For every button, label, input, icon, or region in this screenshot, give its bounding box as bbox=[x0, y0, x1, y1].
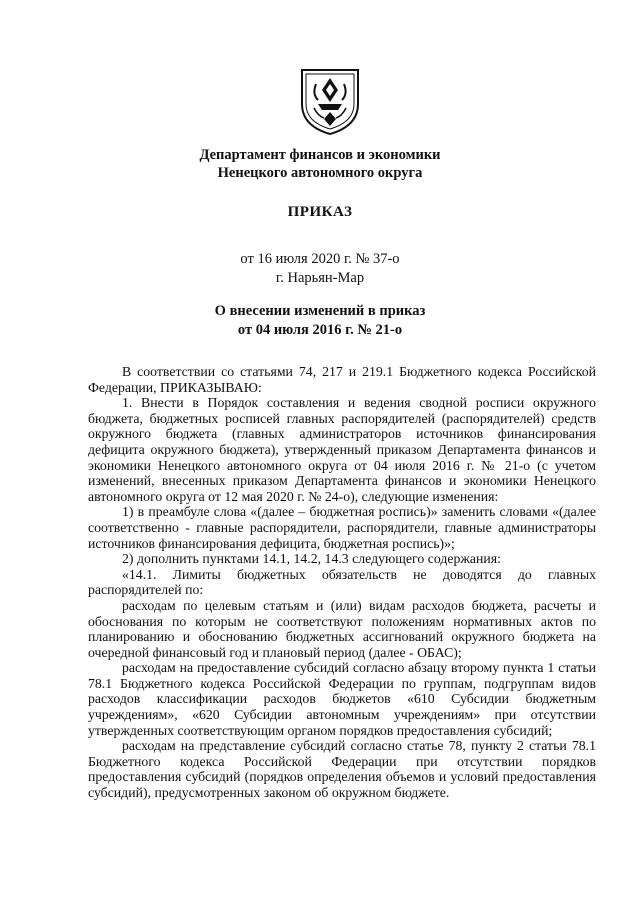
paragraph-item-1: 1. Внести в Порядок составления и ведения сводной росписи окружного бюджета, бюджетных росписей главных распорядителей (распорядителей) средств окружного бюджета (главных администраторов источников финансирования дефицита окружного бюджета), утвержденный приказом Департамента финансов и экономики Ненецкого автономного округа от 04 июля 2016 г. № 21-о (с учетом изменений, внесенных приказом Департамента финансов и экономики Ненецкого автономного округа от 12 мая 2020 г. № 24-о), следующие изменения: bbox=[88, 395, 596, 504]
document-date: от 16 июля 2020 г. № 37-о bbox=[240, 251, 400, 267]
document-body bbox=[88, 364, 596, 801]
document-type: ПРИКАЗ bbox=[287, 204, 353, 220]
subject-line-1: О внесении изменений в приказ bbox=[214, 303, 426, 319]
paragraph-clause-14-1: «14.1. Лимиты бюджетных обязательств не доводятся до главных распорядителей по: bbox=[88, 566, 596, 598]
paragraph-subsidies-78: расходам на представление субсидий согласно статье 78, пункту 2 статьи 78.1 Бюджетного кодекса Российской Федерации при отсутствии порядков предоставления субсидий (порядков определения объемов и условий предоставления субсидий), предусмотренных законом об окружном бюджете. bbox=[88, 738, 596, 801]
document-city: г. Нарьян-Мар bbox=[275, 270, 365, 286]
paragraph-preamble: В соответствии со статьями 74, 217 и 219.1 Бюджетного кодекса Российской Федерации, ПРИКАЗЫВАЮ: bbox=[88, 364, 596, 395]
organization-name bbox=[0, 146, 640, 182]
paragraph-obas: расходам по целевым статьям и (или) видам расходов бюджета, расчеты и обоснования по которым не соответствуют положениям нормативных актов по планированию и обоснованию бюджетных ассигнований окружного бюджета на очередной финансовый год и плановый период (далее - ОБАС); bbox=[88, 597, 596, 660]
coat-of-arms-icon bbox=[298, 64, 362, 136]
paragraph-subitem-2: 2) дополнить пунктами 14.1, 14.2, 14.3 следующего содержания: bbox=[122, 551, 501, 567]
org-line-2: Ненецкого автономного округа bbox=[217, 165, 423, 181]
subject-line-2: от 04 июля 2016 г. № 21-о bbox=[237, 322, 403, 338]
org-line-1: Департамент финансов и экономики bbox=[199, 147, 441, 163]
document-subject bbox=[0, 302, 640, 340]
paragraph-subitem-1: 1) в преамбуле слова «(далее – бюджетная роспись)» заменить словами «(далее соответственно - главные распорядители, распорядители, главные администраторы источников финансирования дефицита, бюджетная роспись)»; bbox=[88, 504, 596, 551]
document-meta bbox=[0, 250, 640, 288]
paragraph-subsidies-78-1: расходам на предоставление субсидий согласно абзацу второму пункта 1 статьи 78.1 Бюджетного кодекса Российской Федерации по группам, подгруппам видов расходов классификации расходов бюджетов «610 Субсидии бюджетным учреждениям», «620 Субсидии автономным учреждениям» при отсутствии утвержденных соответствующим органом порядков предоставления субсидий; bbox=[88, 660, 596, 738]
